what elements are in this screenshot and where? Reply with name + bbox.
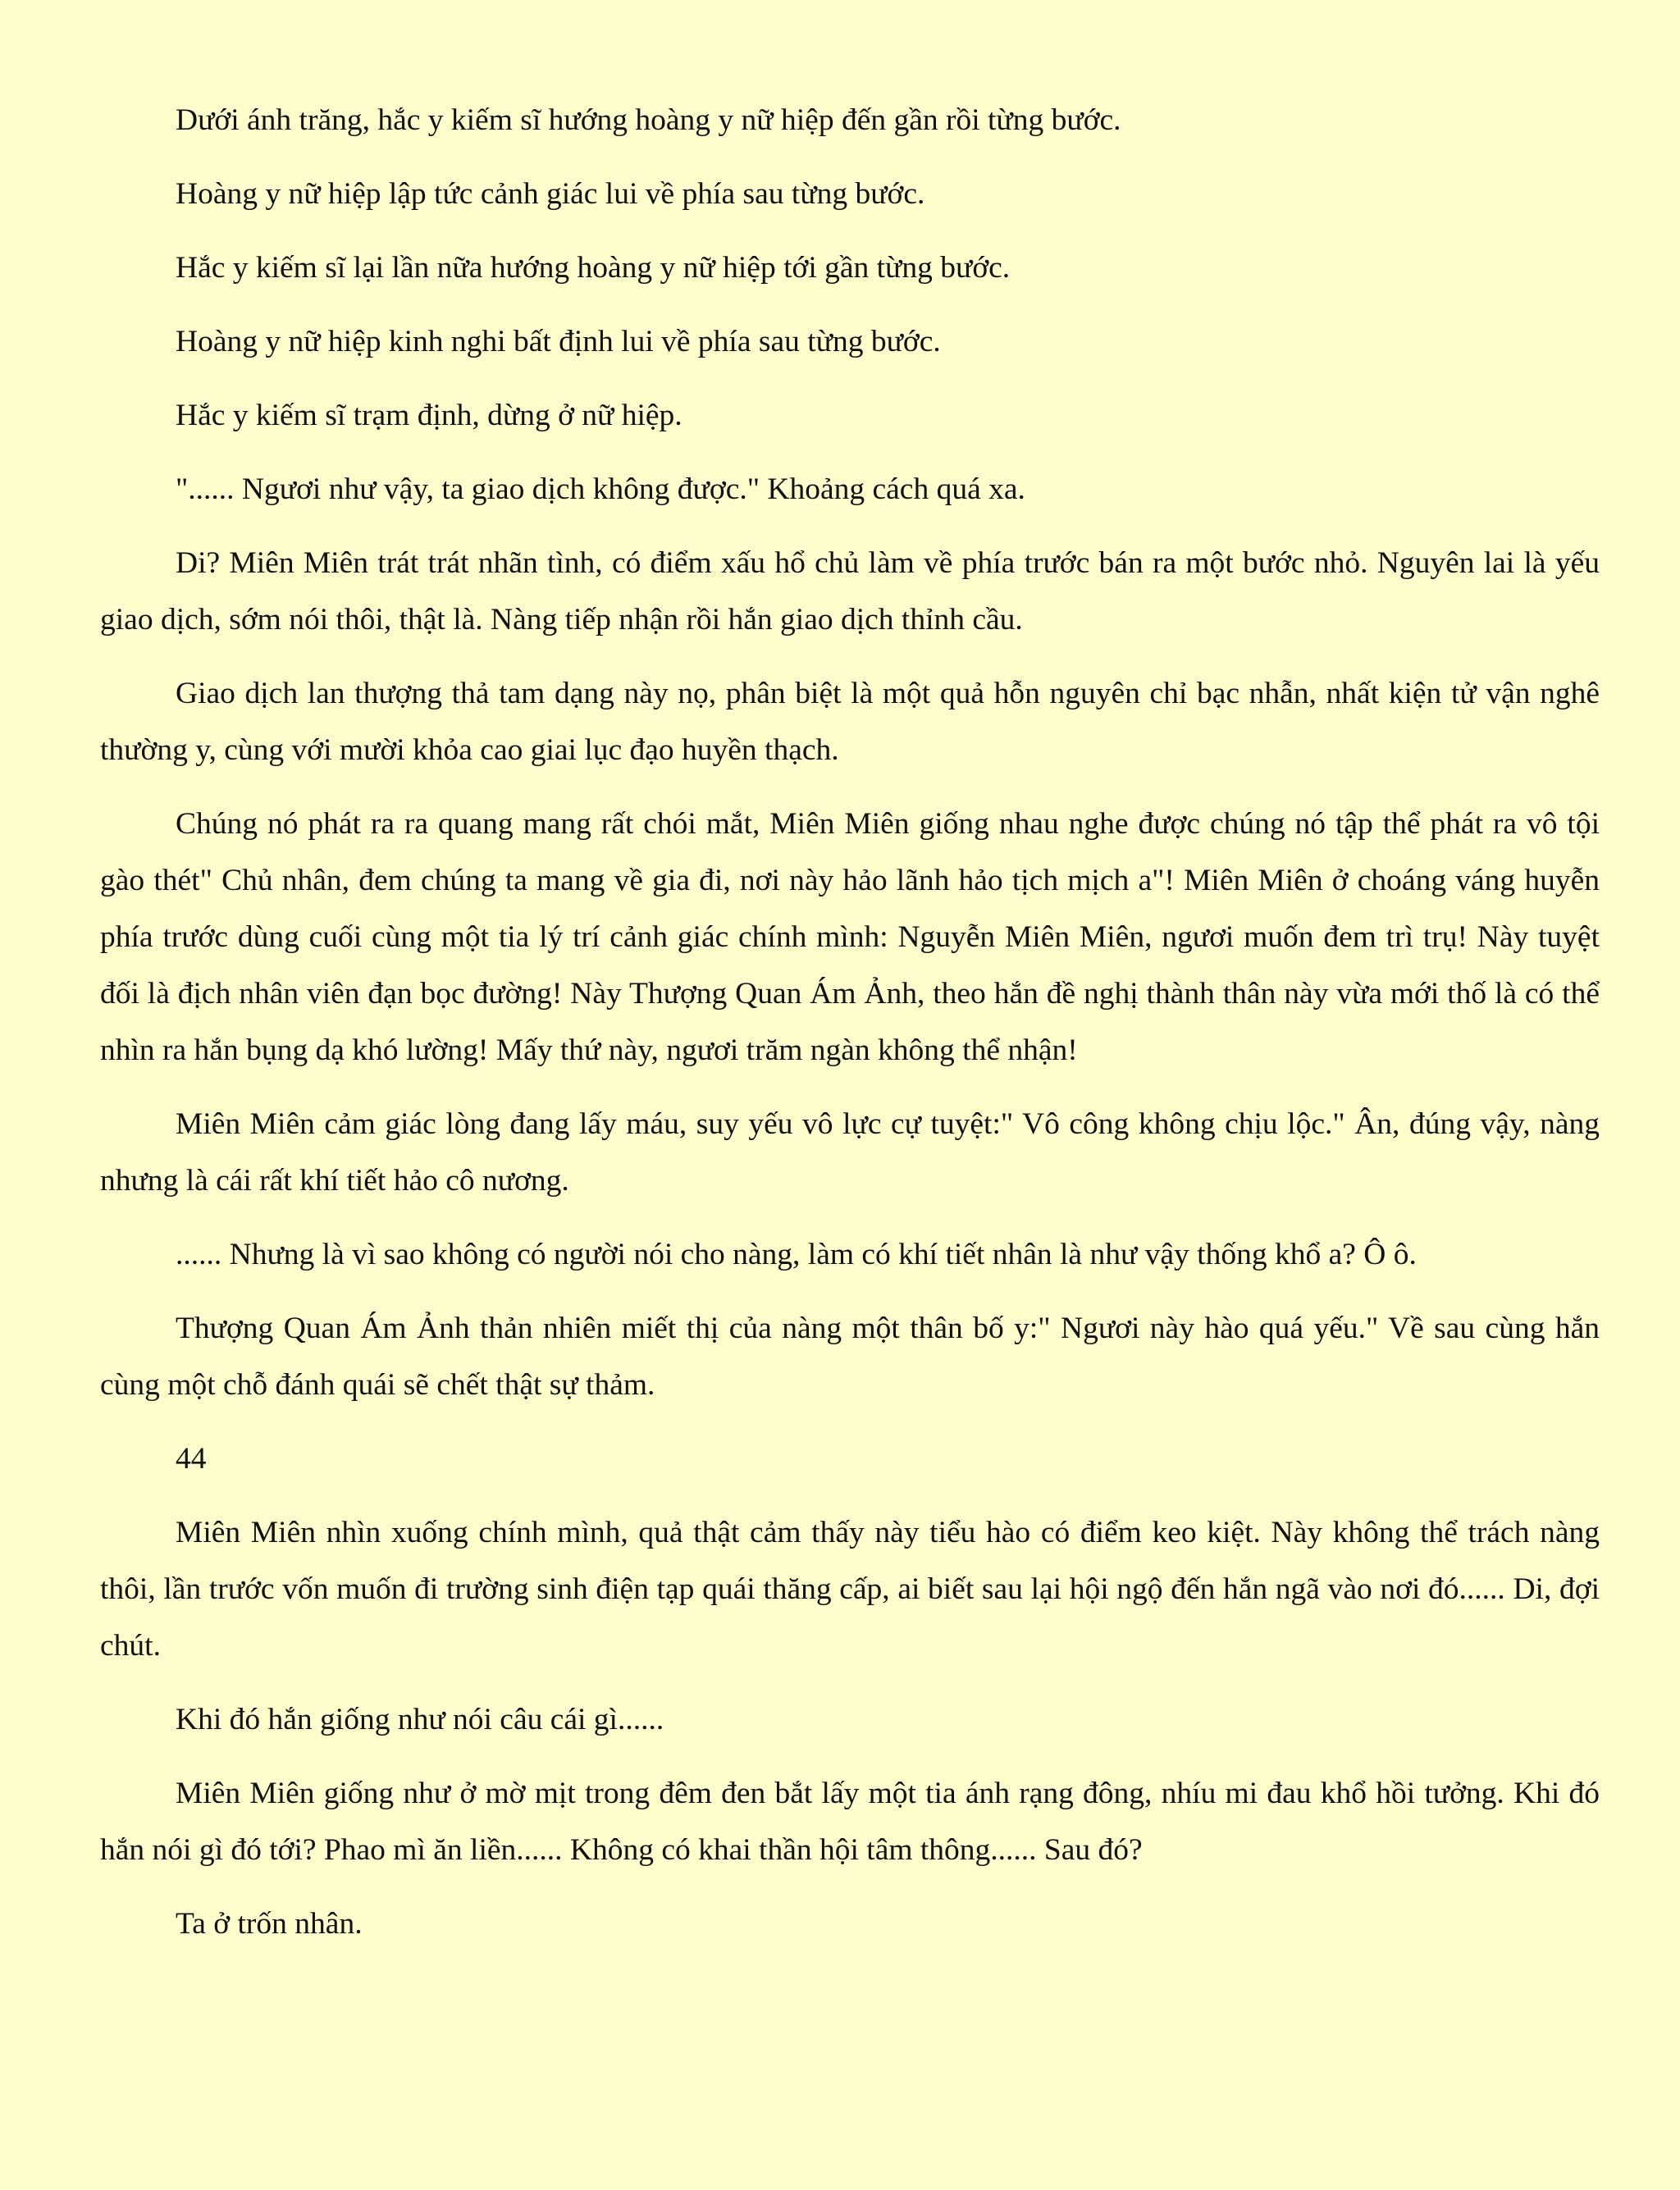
paragraph-10: Miên Miên cảm giác lòng đang lấy máu, suy yếu vô lực cự tuyệt:" Vô công không chịu lộc." Ân, đúng vậy, nàng nhưng là cái rất khí tiết hảo cô nương. (100, 1107, 1600, 1198)
paragraph-7: Di? Miên Miên trát trát nhãn tình, có điểm xấu hổ chủ làm về phía trước bán ra một bước nhỏ. Nguyên lai là yếu giao dịch, sớm nói thôi, thật là. Nàng tiếp nhận rồi hắn giao dịch thỉnh cầu. (100, 546, 1600, 636)
paragraph-2: Hoàng y nữ hiệp lập tức cảnh giác lui về phía sau từng bước. (176, 177, 925, 211)
paragraph-6: "...... Ngươi như vậy, ta giao dịch không được." Khoảng cách quá xa. (176, 472, 1025, 506)
document-body (100, 92, 1600, 1969)
paragraph-9: Chúng nó phát ra ra quang mang rất chói mắt, Miên Miên giống nhau nghe được chúng nó tập thể phát ra vô tội gào thét" Chủ nhân, đem chúng ta mang về gia đi, nơi này hảo lãnh hảo tịch mịch a"! Miên Miên ở choáng váng huyễn phía trước dùng cuối cùng một tia lý trí cảnh giác chính mình: Nguyễn Miên Miên, ngươi muốn đem trì trụ! Này tuyệt đối là địch nhân viên đạn bọc đường! Này Thượng Quan Ám Ảnh, theo hắn đề nghị thành thân này vừa mới thố là có thể nhìn ra hắn bụng dạ khó lường! Mấy thứ này, ngươi trăm ngàn không thể nhận! (100, 807, 1600, 1067)
paragraph-12: Thượng Quan Ám Ảnh thản nhiên miết thị của nàng một thân bố y:" Ngươi này hào quá yếu." Về sau cùng hắn cùng một chỗ đánh quái sẽ chết thật sự thảm. (100, 1312, 1600, 1402)
paragraph-4: Hoàng y nữ hiệp kinh nghi bất định lui về phía sau từng bước. (176, 325, 941, 358)
page-number-44: 44 (176, 1442, 207, 1476)
paragraph-15: Miên Miên giống như ở mờ mịt trong đêm đen bắt lấy một tia ánh rạng đông, nhíu mi đau khổ hồi tưởng. Khi đó hắn nói gì đó tới? Phao mì ăn liền...... Không có khai thần hội tâm thông...... Sau đó? (100, 1777, 1600, 1867)
paragraph-5: Hắc y kiếm sĩ trạm định, dừng ở nữ hiệp. (176, 399, 682, 432)
paragraph-8: Giao dịch lan thượng thả tam dạng này nọ, phân biệt là một quả hỗn nguyên chỉ bạc nhẫn, nhất kiện tử vận nghê thường y, cùng với mười khỏa cao giai lục đạo huyền thạch. (100, 677, 1600, 767)
paragraph-3: Hắc y kiếm sĩ lại lần nữa hướng hoàng y nữ hiệp tới gần từng bước. (176, 251, 1011, 285)
paragraph-11: ...... Nhưng là vì sao không có người nói cho nàng, làm có khí tiết nhân là như vậy thống khổ a? Ô ô. (176, 1238, 1417, 1271)
paragraph-16: Ta ở trốn nhân. (176, 1907, 363, 1941)
paragraph-1: Dưới ánh trăng, hắc y kiếm sĩ hướng hoàng y nữ hiệp đến gần rồi từng bước. (176, 103, 1121, 137)
paragraph-13: Miên Miên nhìn xuống chính mình, quả thật cảm thấy này tiểu hào có điểm keo kiệt. Này không thể trách nàng thôi, lần trước vốn muốn đi trường sinh điện tạp quái thăng cấp, ai biết sau lại hội ngộ đến hắn ngã vào nơi đó...... Di, đợi chút. (100, 1516, 1600, 1663)
paragraph-14: Khi đó hắn giống như nói câu cái gì...... (176, 1703, 664, 1736)
